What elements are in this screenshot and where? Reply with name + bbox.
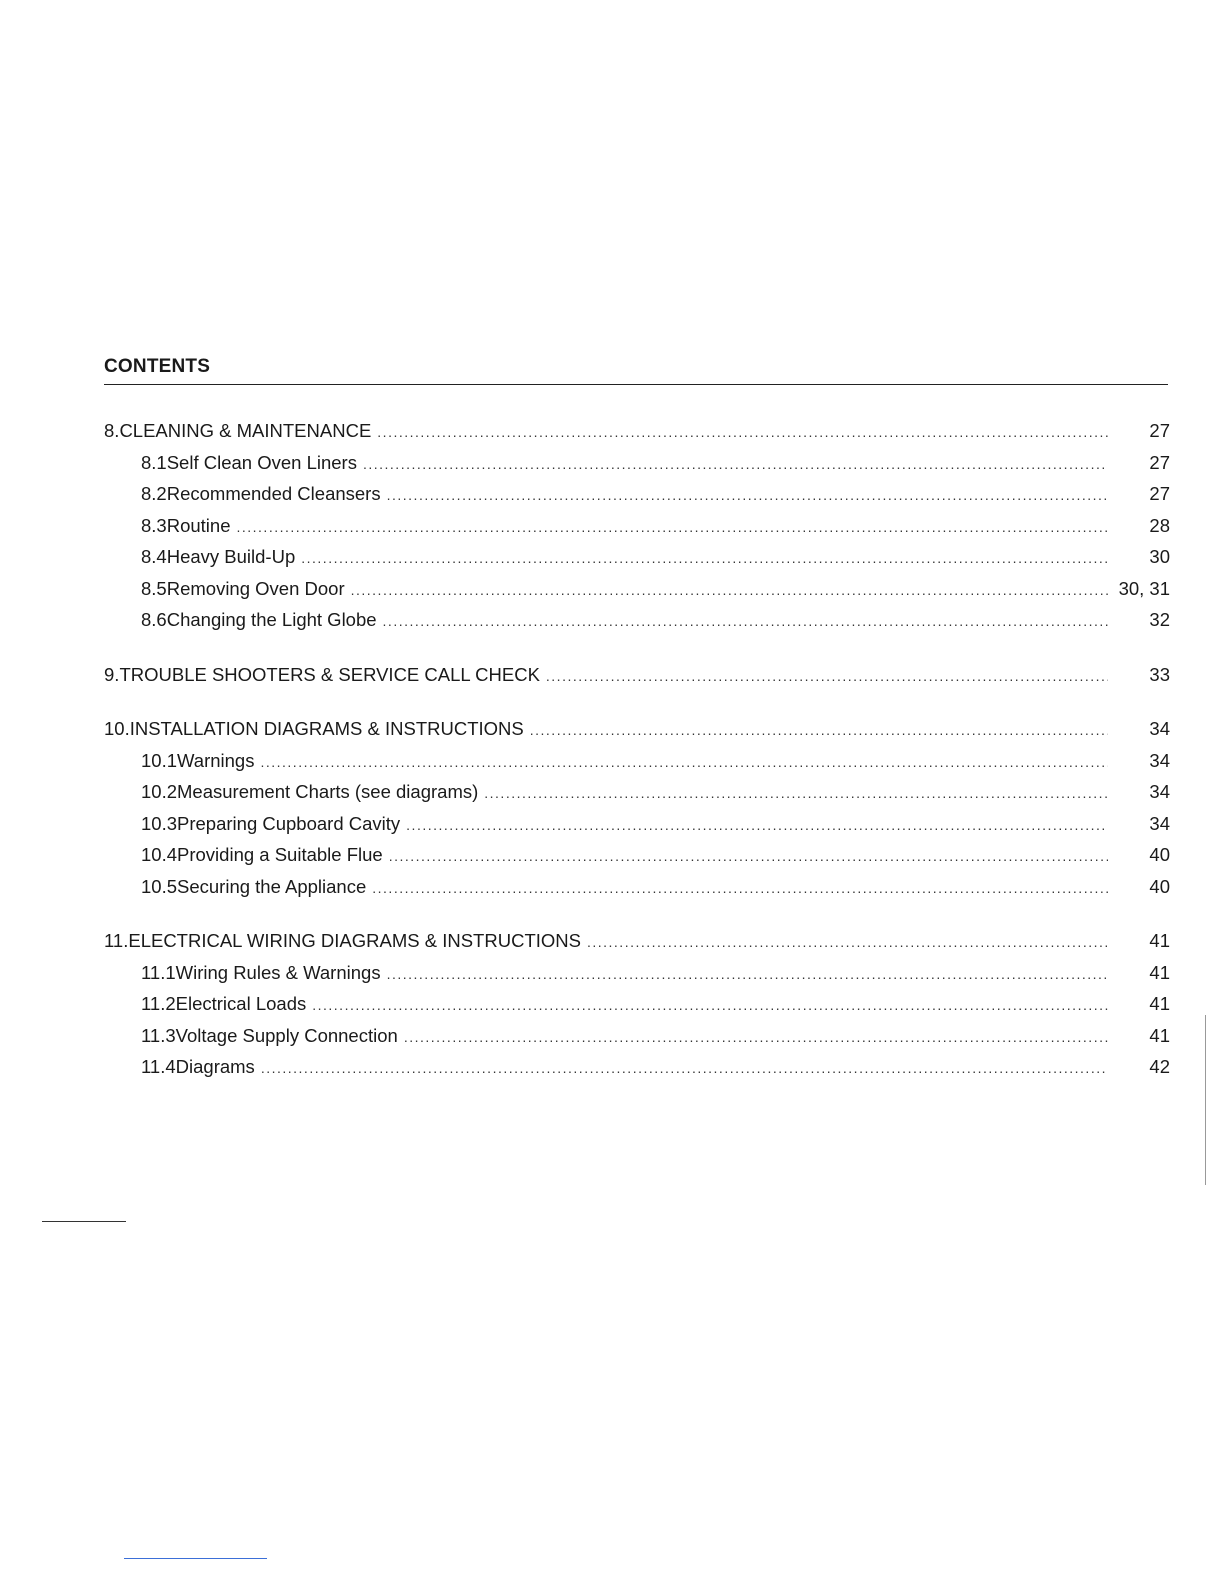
entry-title: Heavy Build-Up	[166, 546, 296, 567]
entry-title: Routine	[166, 514, 231, 536]
entry-number: 8.	[104, 420, 120, 441]
entry-number: 11.2	[141, 993, 176, 1014]
entry-title: ELECTRICAL WIRING DIAGRAMS & INSTRUCTIONS	[128, 930, 581, 951]
entry-number: 10.2	[141, 781, 178, 802]
entry-number: 11.	[104, 930, 129, 951]
toc-subentry	[104, 844, 1170, 876]
entry-title: Measurement Charts (see diagrams)	[177, 781, 479, 802]
dot-leader	[530, 722, 1108, 738]
entry-number: 11.1	[141, 961, 176, 983]
entry-title: INSTALLATION DIAGRAMS & INSTRUCTIONS	[129, 718, 524, 739]
entry-number: 8.5	[141, 577, 167, 599]
toc-subentry	[104, 813, 1170, 845]
dot-leader	[260, 754, 1108, 770]
entry-title: Preparing Cupboard Cavity	[177, 812, 401, 834]
entry-title: Warnings	[177, 749, 255, 771]
dot-leader	[301, 550, 1108, 566]
toc-entry	[104, 718, 1170, 750]
entry-title: Changing the Light Globe	[166, 609, 377, 630]
toc-subentry	[104, 578, 1170, 610]
toc-section-11	[104, 930, 1170, 1088]
entry-number: 10.1	[141, 749, 178, 771]
scan-edge-line	[1205, 1015, 1206, 1185]
entry-number: 10.	[104, 718, 130, 739]
dot-leader	[406, 817, 1108, 833]
toc-subentry	[104, 876, 1170, 908]
toc-subentry	[104, 515, 1170, 547]
dot-leader	[377, 424, 1108, 440]
entry-title: Removing Oven Door	[166, 577, 345, 599]
toc-subentry	[104, 781, 1170, 813]
entry-page: 41	[1149, 961, 1170, 983]
toc-section-10	[104, 718, 1170, 907]
entry-title: Self Clean Oven Liners	[166, 451, 357, 473]
dot-leader	[312, 997, 1108, 1013]
table-of-contents	[104, 420, 1170, 1111]
entry-page: 34	[1149, 781, 1170, 802]
entry-page: 34	[1149, 812, 1170, 834]
toc-subentry	[104, 609, 1170, 641]
dot-leader	[363, 456, 1108, 472]
entry-page: 33	[1149, 663, 1170, 685]
dot-leader	[387, 966, 1108, 982]
toc-subentry	[104, 962, 1170, 994]
entry-title: Recommended Cleansers	[166, 483, 381, 504]
entry-title: Voltage Supply Connection	[175, 1024, 398, 1046]
toc-subentry	[104, 452, 1170, 484]
entry-page: 32	[1149, 609, 1170, 630]
entry-number: 10.4	[141, 844, 178, 865]
entry-number: 8.3	[141, 514, 167, 536]
entry-number: 8.4	[141, 546, 167, 567]
entry-number: 8.2	[141, 483, 167, 504]
entry-title: Providing a Suitable Flue	[177, 844, 383, 865]
toc-subentry	[104, 546, 1170, 578]
toc-section-8	[104, 420, 1170, 641]
dot-leader	[351, 582, 1108, 598]
toc-entry	[104, 930, 1170, 962]
entry-page: 40	[1149, 875, 1170, 897]
entry-page: 27	[1149, 420, 1170, 441]
toc-section-9	[104, 664, 1170, 696]
entry-number: 10.3	[141, 812, 178, 834]
dot-leader	[236, 519, 1108, 535]
dot-leader	[404, 1029, 1108, 1045]
entry-number: 9.	[104, 663, 120, 685]
entry-number: 8.1	[141, 451, 167, 473]
toc-subentry	[104, 1025, 1170, 1057]
dot-leader	[372, 880, 1108, 896]
entry-page: 27	[1149, 483, 1170, 504]
entry-page: 34	[1149, 749, 1170, 771]
toc-subentry	[104, 1056, 1170, 1088]
scan-edge-line	[124, 1558, 267, 1559]
entry-title: Wiring Rules & Warnings	[175, 961, 381, 983]
entry-number: 11.3	[141, 1024, 176, 1046]
entry-number: 10.5	[141, 875, 178, 897]
toc-subentry	[104, 993, 1170, 1025]
dot-leader	[383, 613, 1108, 629]
entry-page: 28	[1149, 514, 1170, 536]
toc-entry	[104, 420, 1170, 452]
toc-subentry	[104, 750, 1170, 782]
entry-page: 41	[1149, 930, 1170, 951]
entry-page: 41	[1149, 1024, 1170, 1046]
entry-number: 8.6	[141, 609, 167, 630]
dot-leader	[387, 487, 1108, 503]
entry-title: TROUBLE SHOOTERS & SERVICE CALL CHECK	[119, 663, 540, 685]
entry-page: 30	[1149, 546, 1170, 567]
entry-page: 41	[1149, 993, 1170, 1014]
entry-title: CLEANING & MAINTENANCE	[119, 420, 372, 441]
toc-subentry	[104, 483, 1170, 515]
entry-title: Electrical Loads	[175, 993, 307, 1014]
entry-number: 11.4	[141, 1056, 176, 1077]
dot-leader	[484, 785, 1108, 801]
dot-leader	[587, 934, 1108, 950]
toc-entry	[104, 664, 1170, 696]
entry-page: 34	[1149, 718, 1170, 739]
entry-title: Diagrams	[175, 1056, 255, 1077]
entry-page: 42	[1149, 1056, 1170, 1077]
header-rule	[104, 384, 1168, 385]
entry-page: 40	[1149, 844, 1170, 865]
dot-leader	[546, 668, 1108, 684]
entry-page: 27	[1149, 451, 1170, 473]
page-title: CONTENTS	[104, 356, 211, 377]
scan-edge-line	[42, 1221, 126, 1222]
entry-title: Securing the Appliance	[177, 875, 367, 897]
dot-leader	[261, 1060, 1108, 1076]
dot-leader	[389, 848, 1108, 864]
entry-page: 30, 31	[1118, 577, 1170, 599]
